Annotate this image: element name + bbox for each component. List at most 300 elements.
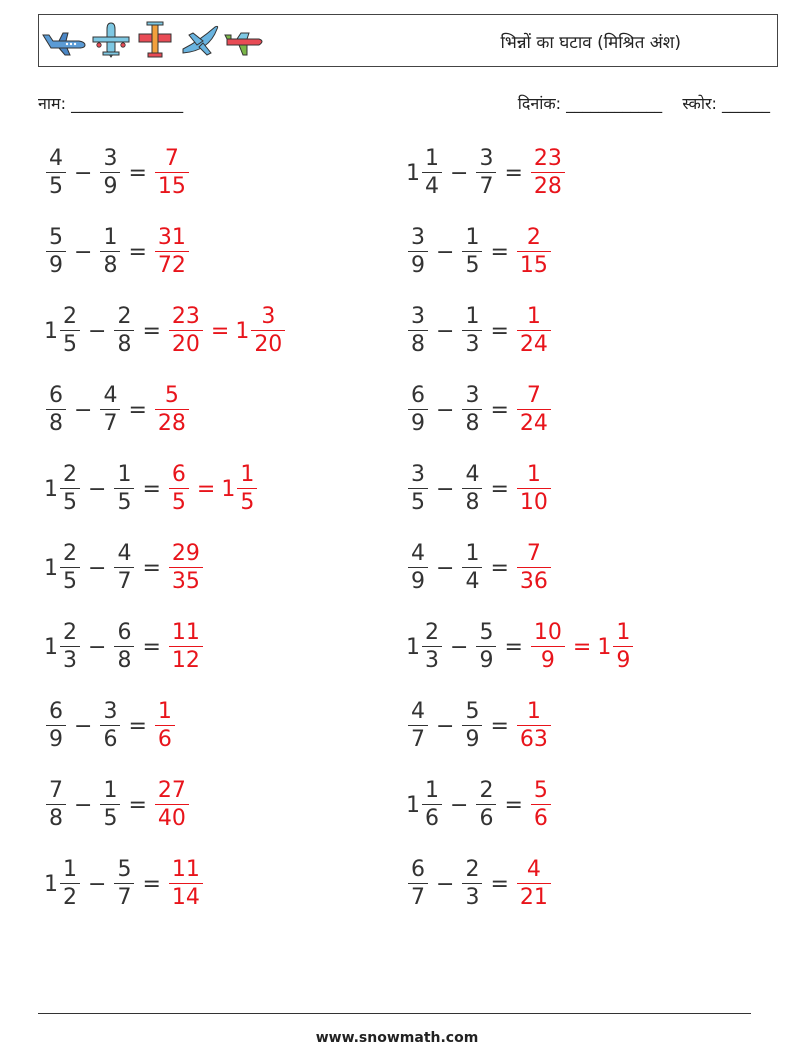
answer-fraction-numerator: 7 xyxy=(526,541,541,566)
answer-fraction xyxy=(155,701,175,751)
answer-fraction xyxy=(155,385,189,435)
answer xyxy=(167,622,205,672)
subtrahend xyxy=(462,701,482,751)
subtrahend xyxy=(100,701,120,751)
problem-7 xyxy=(44,381,191,439)
minuend-denominator: 9 xyxy=(411,253,425,278)
subtrahend xyxy=(100,148,120,198)
answer-fraction xyxy=(517,227,551,277)
equals-sign: = xyxy=(142,634,161,660)
subtrahend xyxy=(462,385,482,435)
equals-sign: = xyxy=(504,160,523,186)
minus-sign: − xyxy=(88,476,107,502)
problem-13 xyxy=(44,618,205,676)
answer-fraction-denominator: 72 xyxy=(157,253,186,278)
answer xyxy=(515,859,553,909)
minuend xyxy=(46,701,66,751)
subtrahend-numerator: 2 xyxy=(117,304,132,329)
answer-fraction-denominator: 20 xyxy=(171,332,200,357)
minus-sign: − xyxy=(436,476,455,502)
minus-sign: − xyxy=(74,792,93,818)
minus-sign: − xyxy=(450,160,469,186)
minuend-numerator: 7 xyxy=(49,778,63,803)
equals-sign: = xyxy=(490,871,509,897)
minuend-numerator: 6 xyxy=(411,383,425,408)
equals-sign: = xyxy=(490,397,509,423)
problem-20 xyxy=(406,855,553,913)
minuend-whole: 1 xyxy=(44,871,58,897)
problem-1 xyxy=(44,144,191,202)
problem-2 xyxy=(406,144,567,202)
equals-sign: = xyxy=(128,160,147,186)
answer-fraction-numerator: 10 xyxy=(533,620,562,645)
subtrahend-denominator: 6 xyxy=(479,806,494,831)
answer-fraction-numerator: 5 xyxy=(164,383,179,408)
answer-fraction xyxy=(155,780,189,830)
minuend-whole: 1 xyxy=(406,792,420,818)
minuend-denominator: 7 xyxy=(411,727,425,752)
name-field xyxy=(38,92,183,114)
minuend-numerator: 2 xyxy=(63,462,77,487)
subtrahend-denominator: 7 xyxy=(479,174,494,199)
equals-sign: = xyxy=(490,555,509,581)
minuend-denominator: 7 xyxy=(411,885,425,910)
worksheet-title: भिन्नों का घटाव (मिश्रित अंश) xyxy=(500,33,681,53)
answer-fraction-denominator: 35 xyxy=(171,569,200,594)
equals-sign: = xyxy=(504,634,523,660)
answer-fraction-denominator: 15 xyxy=(519,253,548,278)
minus-sign: − xyxy=(436,318,455,344)
equals-sign: = xyxy=(128,239,147,265)
minus-sign: − xyxy=(74,160,93,186)
subtrahend xyxy=(476,622,496,672)
answer xyxy=(167,306,287,356)
subtrahend-denominator: 3 xyxy=(465,885,480,910)
minuend xyxy=(60,306,80,356)
minus-sign: − xyxy=(436,239,455,265)
answer-fraction-denominator: 10 xyxy=(519,490,548,515)
minus-sign: − xyxy=(88,555,107,581)
answer-fraction-denominator: 9 xyxy=(540,648,555,673)
subtrahend-numerator: 5 xyxy=(479,620,494,645)
equals-sign: = xyxy=(128,713,147,739)
minuend xyxy=(60,464,80,514)
answer-mixed-denominator: 20 xyxy=(254,332,283,357)
answer-mixed-numerator: 3 xyxy=(261,304,276,329)
minuend xyxy=(46,227,66,277)
answer-fraction-denominator: 6 xyxy=(533,806,548,831)
answer xyxy=(529,622,635,672)
subtrahend-denominator: 7 xyxy=(103,411,118,436)
worksheet-header xyxy=(38,14,778,67)
answer-fraction-denominator: 40 xyxy=(157,806,186,831)
answer-fraction-denominator: 36 xyxy=(519,569,548,594)
equals-sign: = xyxy=(142,318,161,344)
subtrahend-numerator: 1 xyxy=(103,225,118,250)
equals-sign: = xyxy=(504,792,523,818)
subtrahend-numerator: 3 xyxy=(465,383,480,408)
subtrahend xyxy=(476,148,496,198)
minuend-numerator: 2 xyxy=(63,541,77,566)
answer-fraction xyxy=(517,385,551,435)
equals-sign: = xyxy=(490,318,509,344)
header-icons xyxy=(41,21,271,61)
answer-fraction xyxy=(169,543,203,593)
minuend xyxy=(408,306,428,356)
answer xyxy=(515,543,553,593)
answer-fraction-denominator: 15 xyxy=(157,174,186,199)
airplane-side-icon xyxy=(43,33,85,55)
minuend xyxy=(408,464,428,514)
subtrahend-numerator: 3 xyxy=(479,146,494,171)
minuend-numerator: 6 xyxy=(411,857,425,882)
answer xyxy=(529,780,553,830)
subtrahend xyxy=(462,859,482,909)
answer-fraction xyxy=(169,306,203,356)
minuend-whole: 1 xyxy=(44,555,58,581)
subtrahend-denominator: 8 xyxy=(465,490,480,515)
answer-fraction-numerator: 23 xyxy=(533,146,562,171)
answer-fraction-numerator: 2 xyxy=(526,225,541,250)
answer xyxy=(515,701,553,751)
date-blank[interactable]: ____________ xyxy=(566,94,663,113)
minuend-numerator: 2 xyxy=(63,304,77,329)
equals-sign: = xyxy=(196,476,216,502)
subtrahend-numerator: 4 xyxy=(465,462,480,487)
minuend-numerator: 1 xyxy=(63,857,77,882)
problem-11 xyxy=(44,539,205,597)
minus-sign: − xyxy=(74,397,93,423)
problem-15 xyxy=(44,697,177,755)
minuend xyxy=(422,622,442,672)
minuend-numerator: 3 xyxy=(411,462,425,487)
subtrahend-denominator: 5 xyxy=(117,490,132,515)
minuend-denominator: 4 xyxy=(425,174,439,199)
subtrahend-numerator: 2 xyxy=(479,778,494,803)
minuend-whole: 1 xyxy=(44,476,58,502)
answer-fraction xyxy=(517,859,551,909)
answer-fraction-denominator: 28 xyxy=(533,174,562,199)
answer-mixed xyxy=(613,622,633,672)
equals-sign: = xyxy=(128,397,147,423)
minus-sign: − xyxy=(436,871,455,897)
subtrahend xyxy=(114,464,134,514)
airplane-top-icon xyxy=(93,23,129,57)
subtrahend xyxy=(100,227,120,277)
minuend-numerator: 3 xyxy=(411,225,425,250)
answer-fraction-denominator: 28 xyxy=(157,411,186,436)
answer-mixed-numerator: 1 xyxy=(616,620,631,645)
subtrahend xyxy=(462,227,482,277)
answer xyxy=(153,385,191,435)
answer-fraction-numerator: 1 xyxy=(526,304,541,329)
footer-website: www.snowmath.com xyxy=(315,1030,479,1046)
minus-sign: − xyxy=(436,555,455,581)
subtrahend xyxy=(100,385,120,435)
subtrahend xyxy=(462,543,482,593)
equals-sign: = xyxy=(572,634,592,660)
subtrahend-denominator: 6 xyxy=(103,727,118,752)
minuend-numerator: 6 xyxy=(49,699,63,724)
minuend-whole: 1 xyxy=(406,634,420,660)
subtrahend-numerator: 4 xyxy=(117,541,132,566)
answer-mixed-whole: 1 xyxy=(597,634,612,660)
minuend-denominator: 8 xyxy=(49,806,63,831)
answer xyxy=(167,859,205,909)
answer-fraction xyxy=(169,859,203,909)
answer xyxy=(153,148,191,198)
minuend-numerator: 5 xyxy=(49,225,63,250)
minuend xyxy=(408,227,428,277)
minuend-whole: 1 xyxy=(406,160,420,186)
problem-4 xyxy=(406,223,553,281)
minuend-denominator: 9 xyxy=(411,411,425,436)
subtrahend-denominator: 9 xyxy=(103,174,118,199)
minuend xyxy=(46,385,66,435)
minuend-denominator: 6 xyxy=(425,806,439,831)
answer xyxy=(167,543,205,593)
answer-fraction-denominator: 24 xyxy=(519,411,548,436)
answer-fraction-numerator: 31 xyxy=(157,225,186,250)
airplane-red-icon xyxy=(139,22,171,57)
equals-sign: = xyxy=(142,476,161,502)
answer-mixed xyxy=(237,464,257,514)
answer-mixed-numerator: 1 xyxy=(240,462,255,487)
answer-fraction xyxy=(531,780,551,830)
minus-sign: − xyxy=(450,634,469,660)
subtrahend-denominator: 5 xyxy=(103,806,118,831)
minus-sign: − xyxy=(88,634,107,660)
equals-sign: = xyxy=(142,871,161,897)
equals-sign: = xyxy=(490,476,509,502)
minuend-numerator: 4 xyxy=(411,699,425,724)
minuend-denominator: 3 xyxy=(63,648,77,673)
answer xyxy=(515,464,553,514)
minus-sign: − xyxy=(450,792,469,818)
minuend-numerator: 4 xyxy=(49,146,63,171)
subtrahend xyxy=(114,622,134,672)
answer-fraction-numerator: 1 xyxy=(157,699,172,724)
subtrahend-numerator: 1 xyxy=(465,304,480,329)
minuend xyxy=(46,148,66,198)
answer-fraction-numerator: 23 xyxy=(171,304,200,329)
answer-fraction-numerator: 5 xyxy=(533,778,548,803)
minuend-denominator: 3 xyxy=(425,648,439,673)
answer-mixed-whole: 1 xyxy=(235,318,250,344)
answer xyxy=(515,306,553,356)
subtrahend-numerator: 1 xyxy=(465,225,480,250)
answer-fraction xyxy=(531,148,565,198)
minus-sign: − xyxy=(436,713,455,739)
airplane-small-icon xyxy=(225,33,262,55)
answer-mixed-denominator: 9 xyxy=(616,648,631,673)
equals-sign: = xyxy=(210,318,230,344)
problem-12 xyxy=(406,539,553,597)
minuend xyxy=(60,543,80,593)
answer-mixed-denominator: 5 xyxy=(240,490,255,515)
minuend xyxy=(60,859,80,909)
answer-fraction-numerator: 4 xyxy=(526,857,541,882)
subtrahend-numerator: 3 xyxy=(103,146,118,171)
answer-fraction xyxy=(155,148,189,198)
minus-sign: − xyxy=(74,713,93,739)
subtrahend-denominator: 8 xyxy=(103,253,118,278)
minuend xyxy=(408,701,428,751)
subtrahend xyxy=(114,543,134,593)
subtrahend-numerator: 3 xyxy=(103,699,118,724)
airplane-icons xyxy=(41,21,271,61)
minus-sign: − xyxy=(436,397,455,423)
answer-fraction xyxy=(531,622,565,672)
subtrahend-denominator: 3 xyxy=(465,332,480,357)
problem-8 xyxy=(406,381,553,439)
subtrahend-numerator: 1 xyxy=(103,778,118,803)
answer-mixed xyxy=(251,306,285,356)
subtrahend xyxy=(462,306,482,356)
minuend-denominator: 9 xyxy=(411,569,425,594)
answer-fraction-denominator: 21 xyxy=(519,885,548,910)
subtrahend xyxy=(462,464,482,514)
problem-6 xyxy=(406,302,553,360)
answer-fraction-denominator: 63 xyxy=(519,727,548,752)
minuend xyxy=(60,622,80,672)
subtrahend-numerator: 1 xyxy=(465,541,480,566)
answer xyxy=(515,385,553,435)
minuend xyxy=(408,859,428,909)
airplane-tilted-icon xyxy=(183,26,218,55)
subtrahend-numerator: 4 xyxy=(103,383,118,408)
subtrahend-numerator: 2 xyxy=(465,857,480,882)
minuend-numerator: 3 xyxy=(411,304,425,329)
minuend-numerator: 2 xyxy=(63,620,77,645)
minuend-numerator: 6 xyxy=(49,383,63,408)
equals-sign: = xyxy=(128,792,147,818)
minuend-denominator: 9 xyxy=(49,727,63,752)
answer-fraction-denominator: 5 xyxy=(171,490,186,515)
equals-sign: = xyxy=(490,239,509,265)
answer-fraction-numerator: 1 xyxy=(526,462,541,487)
minuend-denominator: 5 xyxy=(63,490,77,515)
name-label: नाम: xyxy=(38,94,66,113)
answer-fraction xyxy=(517,543,551,593)
problem-17 xyxy=(44,776,191,834)
minuend-denominator: 5 xyxy=(411,490,425,515)
answer-fraction xyxy=(169,622,203,672)
answer-fraction xyxy=(169,464,189,514)
minuend-numerator: 2 xyxy=(425,620,439,645)
minuend xyxy=(46,780,66,830)
subtrahend-denominator: 7 xyxy=(117,569,132,594)
answer-fraction xyxy=(155,227,189,277)
minuend-denominator: 5 xyxy=(63,569,77,594)
subtrahend xyxy=(476,780,496,830)
answer-fraction xyxy=(517,464,551,514)
subtrahend-denominator: 4 xyxy=(465,569,480,594)
minus-sign: − xyxy=(88,871,107,897)
minuend-denominator: 2 xyxy=(63,885,77,910)
problem-19 xyxy=(44,855,205,913)
minuend-denominator: 5 xyxy=(49,174,63,199)
minuend-whole: 1 xyxy=(44,634,58,660)
date-score-field xyxy=(518,92,770,114)
answer-fraction-numerator: 27 xyxy=(157,778,186,803)
subtrahend xyxy=(114,859,134,909)
answer xyxy=(153,780,191,830)
answer-fraction-numerator: 11 xyxy=(171,857,200,882)
subtrahend-numerator: 5 xyxy=(465,699,480,724)
problem-14 xyxy=(406,618,635,676)
answer xyxy=(515,227,553,277)
minuend-denominator: 9 xyxy=(49,253,63,278)
minuend xyxy=(422,148,442,198)
answer-fraction-denominator: 12 xyxy=(171,648,200,673)
minus-sign: − xyxy=(74,239,93,265)
answer-fraction-numerator: 29 xyxy=(171,541,200,566)
minuend-whole: 1 xyxy=(44,318,58,344)
problem-18 xyxy=(406,776,553,834)
subtrahend xyxy=(100,780,120,830)
answer-fraction-numerator: 7 xyxy=(526,383,541,408)
subtrahend xyxy=(114,306,134,356)
name-blank[interactable]: ______________ xyxy=(71,94,184,113)
answer-mixed-whole: 1 xyxy=(221,476,236,502)
answer-fraction xyxy=(517,306,551,356)
answer-fraction-denominator: 6 xyxy=(157,727,172,752)
answer xyxy=(167,464,259,514)
subtrahend-denominator: 9 xyxy=(465,727,480,752)
subtrahend-denominator: 7 xyxy=(117,885,132,910)
footer-divider xyxy=(38,1013,751,1014)
score-blank[interactable]: ______ xyxy=(722,94,770,113)
problem-5 xyxy=(44,302,287,360)
answer-fraction-numerator: 6 xyxy=(171,462,186,487)
answer xyxy=(153,227,191,277)
subtrahend-numerator: 6 xyxy=(117,620,132,645)
subtrahend-denominator: 9 xyxy=(479,648,494,673)
minuend-numerator: 1 xyxy=(425,778,439,803)
answer xyxy=(153,701,177,751)
minuend-denominator: 8 xyxy=(411,332,425,357)
subtrahend-denominator: 8 xyxy=(117,648,132,673)
minuend xyxy=(408,543,428,593)
subtrahend-denominator: 8 xyxy=(465,411,480,436)
problem-9 xyxy=(44,460,259,518)
equals-sign: = xyxy=(490,713,509,739)
problem-16 xyxy=(406,697,553,755)
answer-fraction-numerator: 11 xyxy=(171,620,200,645)
subtrahend-denominator: 8 xyxy=(117,332,132,357)
answer-fraction-denominator: 14 xyxy=(171,885,200,910)
minuend-numerator: 4 xyxy=(411,541,425,566)
score-label: स्कोर: xyxy=(682,94,717,113)
subtrahend-numerator: 1 xyxy=(117,462,132,487)
answer-fraction-numerator: 7 xyxy=(164,146,179,171)
answer xyxy=(529,148,567,198)
answer-fraction-numerator: 1 xyxy=(526,699,541,724)
problem-3 xyxy=(44,223,191,281)
problem-10 xyxy=(406,460,553,518)
date-label: दिनांक: xyxy=(517,94,562,113)
minuend-numerator: 1 xyxy=(425,146,439,171)
answer-fraction-denominator: 24 xyxy=(519,332,548,357)
subtrahend-denominator: 5 xyxy=(465,253,480,278)
minuend xyxy=(408,385,428,435)
minuend-denominator: 5 xyxy=(63,332,77,357)
answer-fraction xyxy=(517,701,551,751)
minuend xyxy=(422,780,442,830)
equals-sign: = xyxy=(142,555,161,581)
minus-sign: − xyxy=(88,318,107,344)
